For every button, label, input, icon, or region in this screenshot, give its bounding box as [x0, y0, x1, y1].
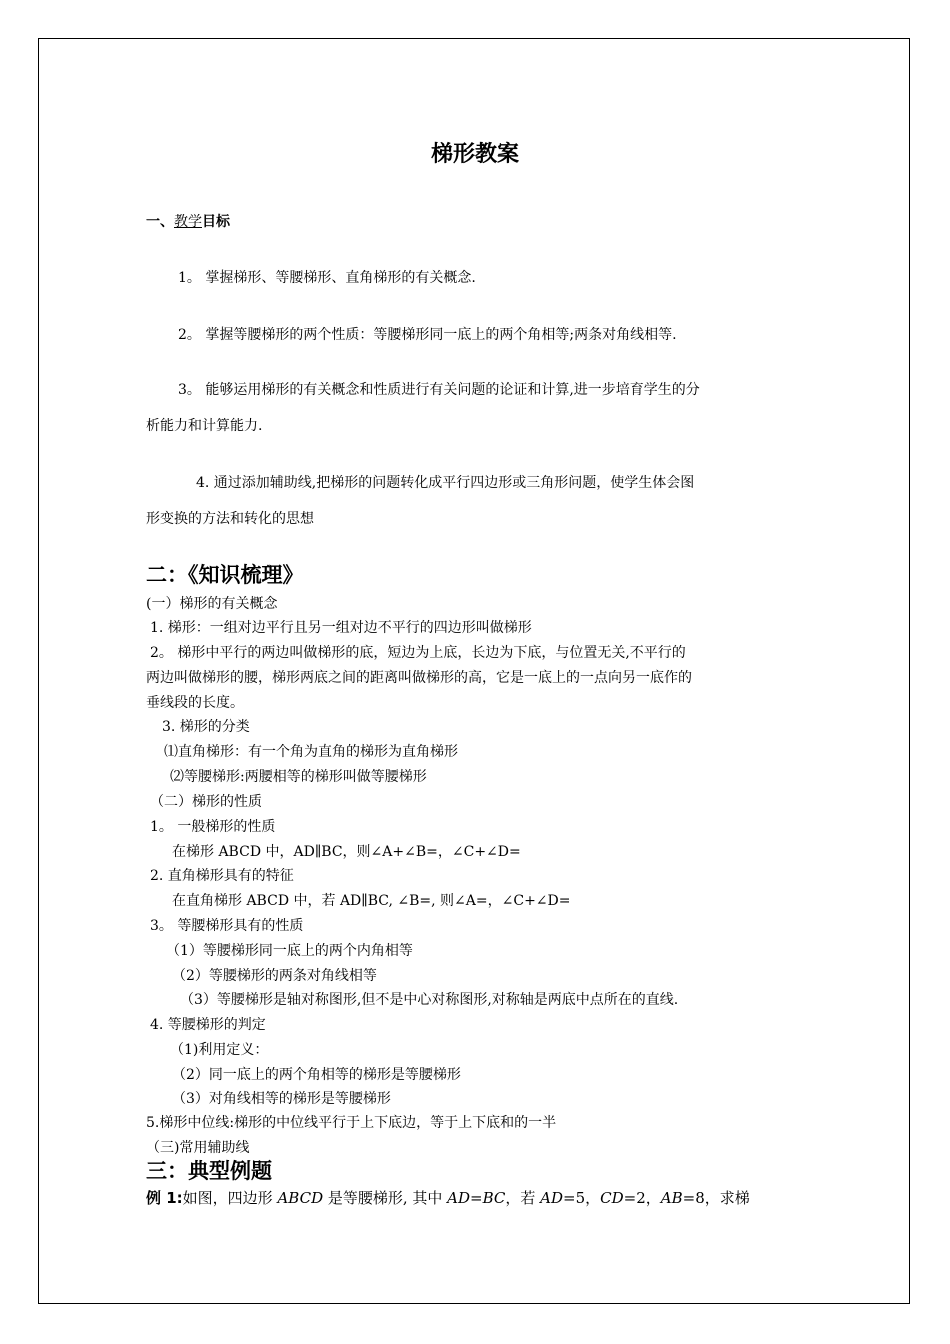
knowledge-line: 垂线段的长度。	[146, 695, 244, 711]
example-1	[146, 1188, 750, 1208]
knowledge-line: 2. 直角梯形具有的特征	[150, 868, 294, 884]
goal-4-cont: 形变换的方法和转化的思想	[146, 511, 314, 527]
knowledge-line: 3。 等腰梯形具有的性质	[150, 918, 304, 934]
knowledge-line: （2）同一底上的两个角相等的梯形是等腰梯形	[172, 1067, 461, 1083]
example-variable: CD	[600, 1189, 624, 1207]
knowledge-line: ⑵等腰梯形:两腰相等的梯形叫做等腰梯形	[170, 769, 427, 785]
section-1-underlined: 教学	[174, 214, 202, 230]
example-text: 是等腰梯形, 其中	[323, 1189, 448, 1207]
goal-3-cont: 析能力和计算能力.	[146, 418, 263, 434]
goal-1: 1。 掌握梯形、等腰梯形、直角梯形的有关概念.	[178, 270, 476, 286]
goal-2: 2。 掌握等腰梯形的两个性质：等腰梯形同一底上的两个角相等;两条对角线相等.	[178, 327, 677, 343]
example-text: =5，	[563, 1189, 601, 1207]
knowledge-line: 2。 梯形中平行的两边叫做梯形的底，短边为上底，长边为下底，与位置无关,不平行的	[150, 645, 686, 661]
knowledge-line: （3）对角线相等的梯形是等腰梯形	[172, 1091, 391, 1107]
knowledge-line: （三)常用辅助线	[146, 1140, 250, 1156]
section-3-heading: 三：典型例题	[146, 1159, 272, 1183]
example-text: =8，求梯	[682, 1189, 750, 1207]
knowledge-line: ⑴直角梯形：有一个角为直角的梯形为直角梯形	[164, 744, 458, 760]
knowledge-line: （3）等腰梯形是轴对称图形,但不是中心对称图形,对称轴是两底中点所在的直线.	[180, 992, 679, 1008]
example-variable: AD=BC	[447, 1189, 506, 1207]
example-label: 例 1:	[146, 1189, 183, 1207]
goal-3: 3。 能够运用梯形的有关概念和性质进行有关问题的论证和计算,进一步培育学生的分	[178, 382, 700, 398]
knowledge-line: 在梯形 ABCD 中，AD∥BC，则∠A+∠B=，∠C+∠D=	[172, 844, 521, 860]
knowledge-line: (一）梯形的有关概念	[146, 596, 278, 612]
knowledge-line: （二）梯形的性质	[150, 794, 262, 810]
section-1-rest: 目标	[202, 214, 230, 230]
section-2-heading: 二：《知识梳理》	[146, 563, 304, 587]
goal-4: 4. 通过添加辅助线,把梯形的问题转化成平行四边形或三角形问题，使学生体会图	[196, 475, 695, 491]
knowledge-line: （2）等腰梯形的两条对角线相等	[172, 968, 377, 984]
section-1-prefix: 一、	[146, 214, 174, 230]
section-1-heading	[146, 212, 230, 232]
knowledge-line: 两边叫做梯形的腰，梯形两底之间的距离叫做梯形的高，它是一底上的一点向另一底作的	[146, 670, 692, 686]
knowledge-line: 3. 梯形的分类	[162, 719, 250, 735]
example-variable: AD	[540, 1189, 564, 1207]
example-text: =2，	[623, 1189, 661, 1207]
knowledge-line: （1)利用定义：	[170, 1042, 269, 1058]
page-title: 梯形教案	[430, 142, 519, 167]
knowledge-line: 1。 一般梯形的性质	[150, 819, 276, 835]
example-variable: ABCD	[277, 1189, 324, 1207]
example-variable: AB	[660, 1189, 683, 1207]
example-text: 如图，四边形	[182, 1189, 278, 1207]
knowledge-line: 在直角梯形 ABCD 中，若 AD∥BC, ∠B=, 则∠A=，∠C+∠D=	[172, 893, 571, 909]
example-text: ，若	[505, 1189, 541, 1207]
knowledge-line: 1. 梯形：一组对边平行且另一组对边不平行的四边形叫做梯形	[150, 620, 532, 636]
knowledge-line: （1）等腰梯形同一底上的两个内角相等	[166, 943, 413, 959]
knowledge-line: 4. 等腰梯形的判定	[150, 1017, 266, 1033]
knowledge-line: 5.梯形中位线:梯形的中位线平行于上下底边，等于上下底和的一半	[146, 1115, 557, 1131]
